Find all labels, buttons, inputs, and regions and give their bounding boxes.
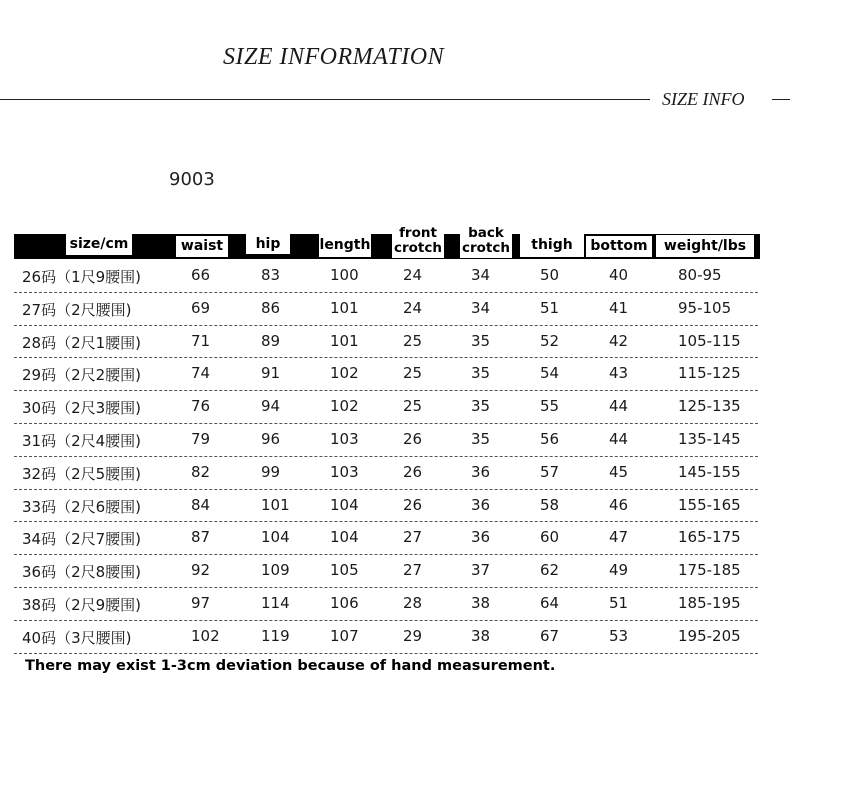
table-cell: 26 bbox=[403, 495, 423, 514]
table-cell: 107 bbox=[330, 626, 359, 645]
table-cell: 102 bbox=[330, 364, 359, 383]
table-cell: 80-95 bbox=[678, 266, 722, 284]
header-weight: weight/lbs bbox=[656, 235, 754, 257]
table-cell: 25 bbox=[403, 397, 423, 416]
table-cell: 34码（2尺7腰围) bbox=[22, 530, 142, 549]
table-cell: 82 bbox=[191, 462, 211, 481]
table-cell: 102 bbox=[330, 397, 359, 416]
table-cell: 91 bbox=[261, 364, 281, 383]
table-cell: 69 bbox=[191, 298, 211, 317]
table-cell: 89 bbox=[261, 331, 281, 350]
header-length: length bbox=[319, 234, 371, 257]
table-cell: 26 bbox=[403, 462, 423, 481]
table-cell: 100 bbox=[330, 266, 359, 284]
table-cell: 29码（2尺2腰围) bbox=[22, 366, 142, 385]
table-cell: 87 bbox=[191, 528, 211, 547]
table-cell: 155-165 bbox=[678, 495, 741, 514]
table-row bbox=[14, 555, 758, 588]
table-row bbox=[14, 326, 758, 359]
header-back-crotch: back crotch bbox=[461, 225, 510, 256]
table-row bbox=[14, 293, 758, 326]
table-cell: 135-145 bbox=[678, 429, 741, 448]
table-cell: 115-125 bbox=[678, 364, 741, 383]
table-cell: 94 bbox=[261, 397, 281, 416]
table-cell: 97 bbox=[191, 593, 211, 612]
table-cell: 26 bbox=[403, 429, 423, 448]
table-cell: 36 bbox=[471, 462, 491, 481]
table-cell: 27 bbox=[403, 561, 423, 580]
table-cell: 35 bbox=[471, 331, 491, 350]
table-cell: 103 bbox=[330, 462, 359, 481]
table-cell: 103 bbox=[330, 429, 359, 448]
table-cell: 37 bbox=[471, 561, 491, 580]
divider-line-short bbox=[772, 99, 790, 100]
table-cell: 38 bbox=[471, 593, 491, 612]
table-cell: 51 bbox=[540, 298, 560, 317]
table-cell: 58 bbox=[540, 495, 560, 514]
table-cell: 52 bbox=[540, 331, 560, 350]
table-row bbox=[14, 588, 758, 621]
table-cell: 40码（3尺腰围) bbox=[22, 628, 132, 647]
table-cell: 38码（2尺9腰围) bbox=[22, 595, 142, 614]
table-cell: 43 bbox=[609, 364, 629, 383]
table-cell: 119 bbox=[261, 626, 290, 645]
table-cell: 50 bbox=[540, 266, 560, 284]
table-cell: 27码（2尺腰围) bbox=[22, 300, 132, 319]
table-cell: 28码（2尺1腰围) bbox=[22, 333, 142, 352]
table-cell: 53 bbox=[609, 626, 629, 645]
table-row bbox=[14, 424, 758, 457]
table-cell: 195-205 bbox=[678, 626, 741, 645]
table-cell: 84 bbox=[191, 495, 211, 514]
divider-line bbox=[0, 99, 650, 100]
table-cell: 104 bbox=[330, 528, 359, 547]
table-cell: 92 bbox=[191, 561, 211, 580]
table-cell: 36码（2尺8腰围) bbox=[22, 563, 142, 582]
table-row bbox=[14, 260, 758, 293]
table-cell: 185-195 bbox=[678, 593, 741, 612]
table-cell: 27 bbox=[403, 528, 423, 547]
table-cell: 35 bbox=[471, 364, 491, 383]
table-cell: 34 bbox=[471, 266, 491, 284]
table-cell: 83 bbox=[261, 266, 281, 284]
table-cell: 165-175 bbox=[678, 528, 741, 547]
table-cell: 57 bbox=[540, 462, 560, 481]
table-cell: 175-185 bbox=[678, 561, 741, 580]
table-cell: 55 bbox=[540, 397, 560, 416]
table-cell: 24 bbox=[403, 298, 423, 317]
table-cell: 34 bbox=[471, 298, 491, 317]
table-cell: 104 bbox=[261, 528, 290, 547]
table-cell: 41 bbox=[609, 298, 629, 317]
header-waist: waist bbox=[176, 236, 228, 257]
table-cell: 29 bbox=[403, 626, 423, 645]
table-cell: 125-135 bbox=[678, 397, 741, 416]
table-cell: 99 bbox=[261, 462, 281, 481]
table-cell: 102 bbox=[191, 626, 220, 645]
table-cell: 35 bbox=[471, 397, 491, 416]
table-cell: 32码（2尺5腰围) bbox=[22, 464, 142, 483]
table-row bbox=[14, 358, 758, 391]
table-cell: 45 bbox=[609, 462, 629, 481]
table-cell: 95-105 bbox=[678, 298, 732, 317]
table-cell: 79 bbox=[191, 429, 211, 448]
header-size: size/cm bbox=[66, 234, 132, 255]
table-cell: 106 bbox=[330, 593, 359, 612]
table-cell: 114 bbox=[261, 593, 290, 612]
table-cell: 36 bbox=[471, 528, 491, 547]
table-cell: 30码（2尺3腰围) bbox=[22, 399, 142, 418]
table-row bbox=[14, 457, 758, 490]
table-cell: 104 bbox=[330, 495, 359, 514]
header-thigh: thigh bbox=[520, 234, 584, 257]
table-row bbox=[14, 621, 758, 654]
table-cell: 42 bbox=[609, 331, 629, 350]
section-subtitle: SIZE INFO bbox=[662, 89, 745, 109]
table-cell: 33码（2尺6腰围) bbox=[22, 497, 142, 516]
table-cell: 101 bbox=[330, 331, 359, 350]
table-cell: 40 bbox=[609, 266, 629, 284]
table-cell: 36 bbox=[471, 495, 491, 514]
table-cell: 62 bbox=[540, 561, 560, 580]
table-cell: 56 bbox=[540, 429, 560, 448]
table-cell: 26码（1尺9腰围) bbox=[22, 268, 142, 286]
model-number: 9003 bbox=[169, 169, 215, 190]
header-bottom: bottom bbox=[586, 236, 652, 257]
table-cell: 74 bbox=[191, 364, 211, 383]
table-cell: 145-155 bbox=[678, 462, 741, 481]
table-cell: 105 bbox=[330, 561, 359, 580]
page-title: SIZE INFORMATION bbox=[223, 44, 445, 70]
table-cell: 71 bbox=[191, 331, 211, 350]
table-cell: 109 bbox=[261, 561, 290, 580]
table-cell: 49 bbox=[609, 561, 629, 580]
table-cell: 105-115 bbox=[678, 331, 741, 350]
table-cell: 31码（2尺4腰围) bbox=[22, 431, 142, 450]
table-cell: 35 bbox=[471, 429, 491, 448]
table-cell: 46 bbox=[609, 495, 629, 514]
table-row bbox=[14, 391, 758, 424]
table-cell: 47 bbox=[609, 528, 629, 547]
table-cell: 24 bbox=[403, 266, 423, 284]
table-cell: 76 bbox=[191, 397, 211, 416]
table-cell: 64 bbox=[540, 593, 560, 612]
table-cell: 86 bbox=[261, 298, 281, 317]
table-cell: 66 bbox=[191, 266, 211, 284]
table-cell: 25 bbox=[403, 331, 423, 350]
header-front-crotch: front crotch bbox=[393, 225, 442, 256]
table-cell: 38 bbox=[471, 626, 491, 645]
table-header bbox=[14, 225, 760, 259]
table-cell: 67 bbox=[540, 626, 560, 645]
table-cell: 60 bbox=[540, 528, 560, 547]
table-cell: 25 bbox=[403, 364, 423, 383]
table-cell: 51 bbox=[609, 593, 629, 612]
table-cell: 44 bbox=[609, 429, 629, 448]
table-row bbox=[14, 490, 758, 523]
table-cell: 28 bbox=[403, 593, 423, 612]
size-table bbox=[14, 260, 758, 654]
table-cell: 44 bbox=[609, 397, 629, 416]
table-cell: 54 bbox=[540, 364, 560, 383]
deviation-note: There may exist 1-3cm deviation because of hand measurement. bbox=[25, 658, 556, 674]
table-cell: 96 bbox=[261, 429, 281, 448]
table-row bbox=[14, 522, 758, 555]
header-hip: hip bbox=[246, 234, 290, 254]
table-cell: 101 bbox=[330, 298, 359, 317]
table-cell: 101 bbox=[261, 495, 290, 514]
